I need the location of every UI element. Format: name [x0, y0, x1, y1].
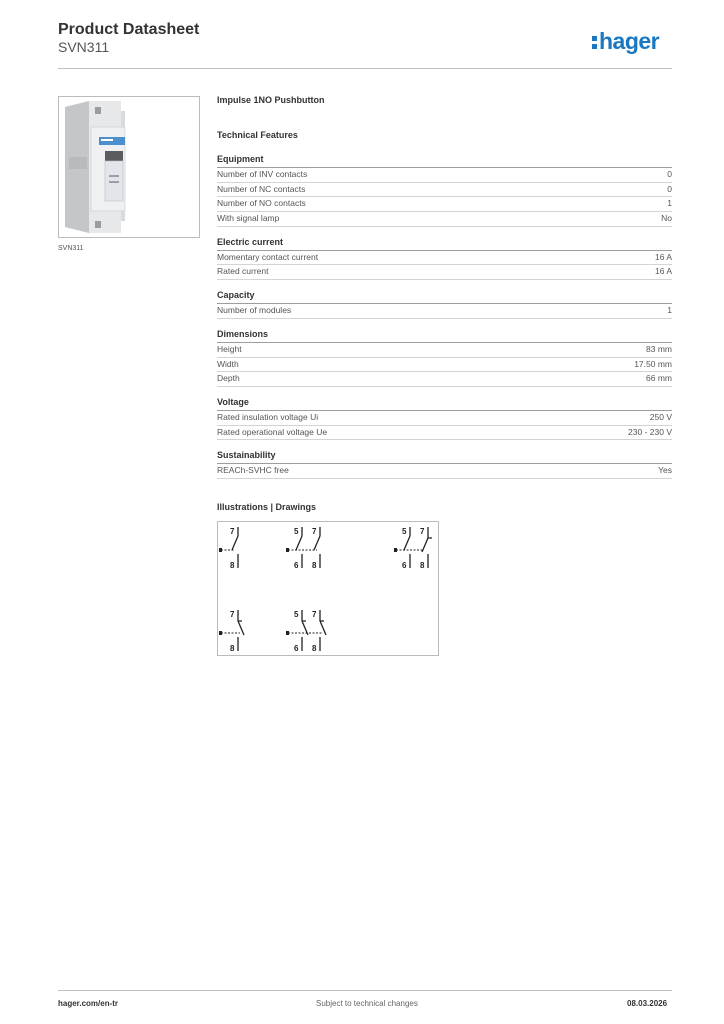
spec-value: 250 V: [649, 411, 672, 422]
spec-value: 0: [667, 183, 672, 194]
logo-colon-icon: [592, 34, 597, 50]
section-sustainability: [217, 450, 672, 479]
footer-date: 08.03.2026: [627, 999, 668, 1008]
spec-label: Number of modules: [217, 305, 292, 316]
product-image-frame: [58, 96, 200, 238]
section-title: Sustainability: [217, 450, 672, 464]
spec-row: [217, 168, 672, 183]
terminal-label: 8: [312, 561, 317, 570]
terminal-label: 6: [294, 644, 299, 653]
spec-label: Momentary contact current: [217, 251, 319, 262]
spec-label: REACh-SVHC free: [217, 465, 289, 476]
spec-value: Yes: [658, 465, 672, 476]
terminal-label: 7: [230, 527, 235, 536]
footer-notice: Subject to technical changes: [316, 999, 418, 1008]
terminal-label: 7: [420, 527, 425, 536]
wiring-diagrams: [218, 522, 438, 655]
section-title: Dimensions: [217, 329, 672, 343]
spec-row: [217, 411, 672, 426]
brand-logo: [592, 28, 659, 55]
spec-value: 17.50 mm: [634, 358, 672, 369]
terminal-label: 7: [230, 610, 235, 619]
section-title: Equipment: [217, 154, 672, 168]
section-voltage: [217, 397, 672, 440]
terminal-label: 6: [294, 561, 299, 570]
header-divider: [58, 68, 672, 69]
section-capacity: [217, 290, 672, 319]
diagram-1nc: [219, 610, 244, 653]
spec-label: Height: [217, 343, 242, 354]
diagram-2no: [286, 527, 320, 570]
spec-row: [217, 372, 672, 387]
spec-row: [217, 265, 672, 280]
section-electric-current: [217, 237, 672, 280]
diagram-no-nc: [394, 527, 432, 570]
brand-logo-text: hager: [599, 28, 660, 54]
spec-row: [217, 343, 672, 358]
terminal-label: 8: [230, 644, 235, 653]
terminal-label: 5: [402, 527, 407, 536]
spec-value: 0: [667, 169, 672, 179]
features-title: Technical Features: [217, 130, 298, 140]
product-image: [59, 97, 199, 237]
spec-row: [217, 183, 672, 198]
terminal-label: 8: [312, 644, 317, 653]
terminal-label: 8: [230, 561, 235, 570]
spec-row: [217, 426, 672, 441]
spec-value: 1: [667, 305, 672, 316]
terminal-label: 6: [402, 561, 407, 570]
product-image-caption: SVN311: [58, 245, 84, 252]
spec-row: [217, 212, 672, 227]
spec-label: Rated operational voltage Ue: [217, 426, 328, 437]
terminal-label: 5: [294, 527, 299, 536]
illustrations-title: Illustrations | Drawings: [217, 502, 317, 512]
spec-row: [217, 251, 672, 266]
spec-row: [217, 358, 672, 373]
spec-label: Width: [217, 358, 239, 369]
spec-value: 83 mm: [646, 343, 672, 354]
footer-divider: [58, 990, 672, 991]
spec-label: With signal lamp: [217, 213, 280, 224]
section-title: Electric current: [217, 237, 672, 251]
spec-label: Depth: [217, 373, 240, 384]
document-title: Product Datasheet: [58, 21, 200, 38]
spec-row: [217, 197, 672, 212]
spec-row: [217, 464, 672, 479]
spec-label: Rated insulation voltage Ui: [217, 411, 319, 422]
spec-label: Number of NC contacts: [217, 183, 306, 194]
product-code: SVN311: [58, 39, 110, 55]
section-dimensions: [217, 329, 672, 387]
diagram-1no: [219, 527, 238, 570]
spec-label: Number of NO contacts: [217, 198, 306, 209]
spec-value: No: [661, 213, 672, 224]
product-name: Impulse 1NO Pushbutton: [217, 95, 325, 105]
spec-label: Number of INV contacts: [217, 169, 308, 179]
spec-value: 66 mm: [646, 373, 672, 384]
footer-website-link[interactable]: hager.com/en-tr: [58, 999, 119, 1008]
terminal-label: 7: [312, 610, 317, 619]
spec-label: Rated current: [217, 266, 269, 277]
spec-value: 16 A: [654, 251, 672, 262]
wiring-diagrams-frame: [217, 521, 439, 656]
spec-value: 1: [667, 198, 672, 209]
terminal-label: 5: [294, 610, 299, 619]
diagram-2nc: [286, 610, 326, 653]
section-title: Voltage: [217, 397, 672, 411]
spec-row: [217, 304, 672, 319]
section-title: Capacity: [217, 290, 672, 304]
terminal-label: 7: [312, 527, 317, 536]
technical-content: [217, 95, 672, 489]
spec-value: 230 - 230 V: [628, 426, 672, 437]
spec-value: 16 A: [654, 266, 672, 277]
section-equipment: [217, 154, 672, 227]
terminal-label: 8: [420, 561, 425, 570]
